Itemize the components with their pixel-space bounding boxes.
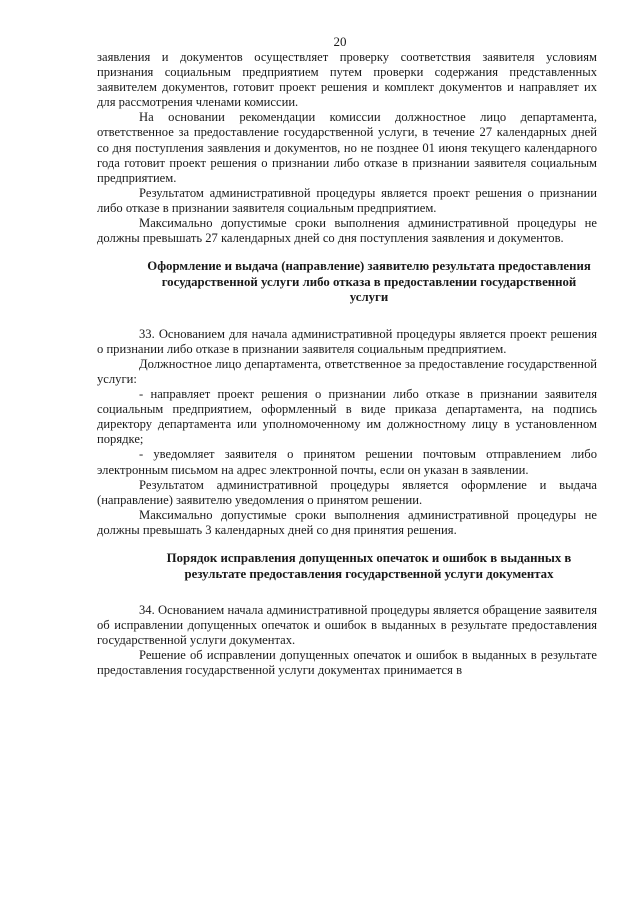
page-number: 20 xyxy=(333,34,347,49)
paragraph-33-deadline: Максимально допустимые сроки выполнения административной процедуры не должны превышать 3 календарных дней со дня принятия решения. xyxy=(97,507,597,537)
paragraph-34-decision: Решение об исправлении допущенных опечаток и ошибок в выданных в результате предоставления государственной услуги документах принимается в xyxy=(97,648,597,678)
paragraph-34-basis: 34. Основанием начала административной процедуры является обращение заявителя об исправлении допущенных опечаток и ошибок в выданных в результате предоставления государственной услуги документах. xyxy=(97,603,597,648)
paragraph-33-result: Результатом административной процедуры является оформление и выдача (направление) заявителю уведомления о принятом решении. xyxy=(97,477,597,507)
paragraph-33-bullet-send: - направляет проект решения о признании либо отказе в признании заявителя социальным предприятием, оформленный в виде приказа департамента, на подпись директору департамента или уполномоченному им должностному лицу в установленном порядке; xyxy=(97,387,597,447)
paragraph-procedure-deadline: Максимально допустимые сроки выполнения административной процедуры не должны превышать 27 календарных дней со дня поступления заявления и документов. xyxy=(97,216,597,246)
document-body xyxy=(97,50,597,679)
paragraph-33-basis: 33. Основанием для начала административной процедуры является проект решения о признании либо отказе в признании заявителя социальным предприятием. xyxy=(97,326,597,356)
section-heading-issuance: Оформление и выдача (направление) заявителю результата предоставления государственной услуги либо отказа в предоставлении государственной услуги xyxy=(147,259,591,305)
paragraph-procedure-result: Результатом административной процедуры является проект решения о признании либо отказе в признании заявителя социальным предприятием. xyxy=(97,185,597,215)
paragraph-continuation: заявления и документов осуществляет проверку соответствия заявителя условиям признания социальным предприятием путем проверки содержания представленных заявителем документов, готовит проект решения и комплект документов и направляет их для рассмотрения членами комиссии. xyxy=(97,50,597,110)
paragraph-33-bullet-notify: - уведомляет заявителя о принятом решении почтовым отправлением либо электронным письмом на адрес электронной почты, если он указан в заявлении. xyxy=(97,447,597,477)
paragraph-commission-recommendation: На основании рекомендации комиссии должностное лицо департамента, ответственное за предоставление государственной услуги, в течение 27 календарных дней со дня поступления заявления и документов, но не позднее 01 июня текущего календарного года готовит проект решения о признании либо отказе в признании заявителя социальным предприятием. xyxy=(97,110,597,185)
section-heading-corrections: Порядок исправления допущенных опечаток и ошибок в выданных в результате предоставления государственной услуги документах xyxy=(166,551,572,581)
paragraph-33-official: Должностное лицо департамента, ответственное за предоставление государственной услуги: xyxy=(97,356,597,386)
